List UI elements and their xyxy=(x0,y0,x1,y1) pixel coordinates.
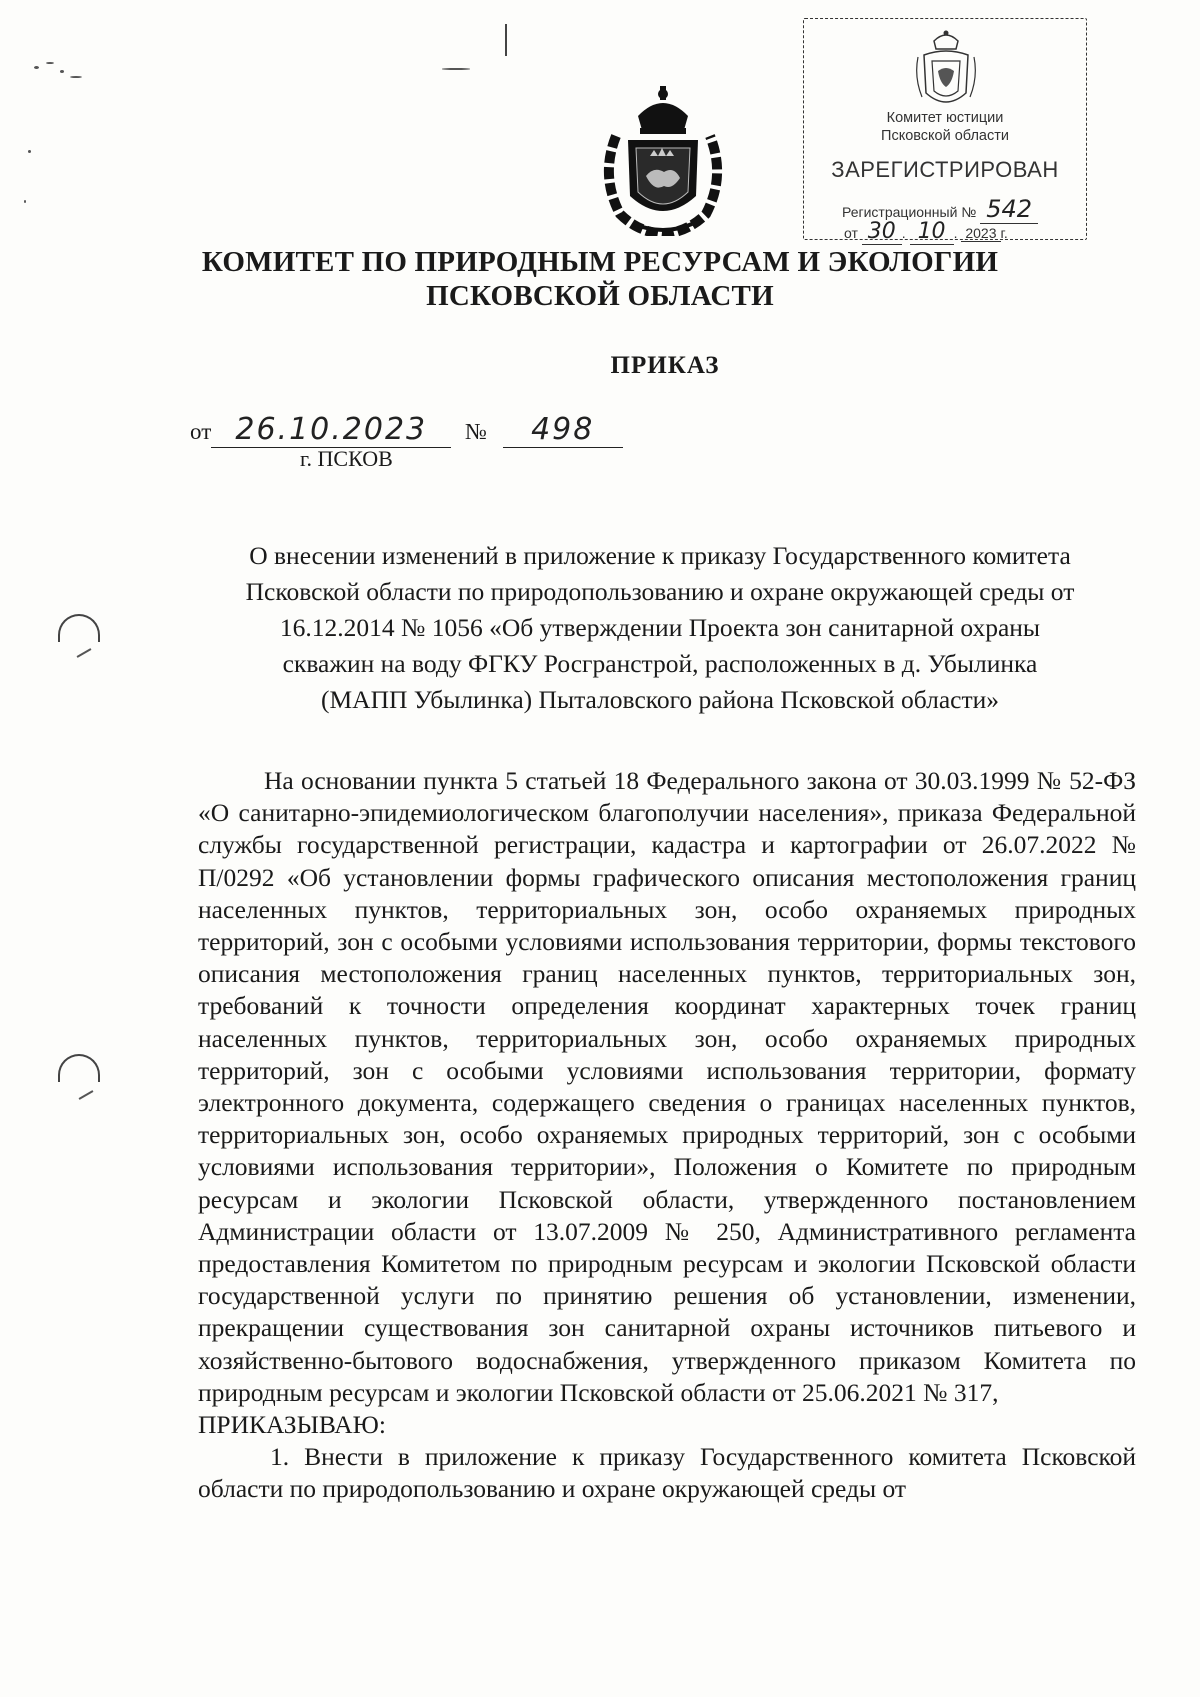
scan-speck xyxy=(24,200,26,203)
preamble-paragraph: На основании пункта 5 статьей 18 Федерального закона от 30.03.1999 № 52-ФЗ «О санитарно-эпидемиологическом благополучии населения», приказа Федеральной службы государственной регистрации, кадастра и картографии от 26.07.2022 № П/0292 «Об установлении формы графического описания местоположения границ населенных пунктов, территориальных зон, особо охраняемых природных территорий, зон с особыми условиями использования территории, формы текстового описания местоположения границ населенных пунктов, территориальных зон, требований к точности определения координат характерных точек границ населенных пунктов, территориальных зон, особо охраняемых природных территорий, зон с особыми условиями использования территории, формату электронного документа, содержащего сведения о границах населенных пунктов, территориальных зон, особо охраняемых природных территорий, зон с особыми условиями использования территории», Положения о Комитете по природным ресурсам и экологии Псковской области, утвержденного постановлением Администрации области от 13.07.2009 № 250, Административного регламента предоставления Комитетом по природным ресурсам и экологии Псковской области государственной услуги по принятию решения об установлении, изменении, прекращении существования зон санитарной охраны источников питьевого и хозяйственно-бытового водоснабжения, утвержденного приказом Комитета по природным ресурсам и экологии Псковской области от 25.06.2021 № 317, xyxy=(198,766,1136,1407)
subject-line: 16.12.2014 № 1056 «Об утверждении Проекта зон санитарной охраны xyxy=(279,613,1041,642)
order-number: 498 xyxy=(503,412,623,448)
stamp-reg-number: 542 xyxy=(980,195,1038,224)
stamp-reg-label: Регистрационный № xyxy=(842,204,977,220)
punch-hole-mark xyxy=(58,614,100,642)
stamp-status: ЗАРЕГИСТРИРОВАН xyxy=(831,157,1059,182)
stamp-date-prefix: от xyxy=(844,225,858,241)
order-date: 26.10.2023 xyxy=(211,412,451,448)
subject-line: (МАПП Убылинка) Пыталовского района Псковской области» xyxy=(320,685,1000,714)
subject-line: скважин на воду ФГКУ Росгранстрой, расположенных в д. Убылинка xyxy=(282,649,1038,678)
scan-speck xyxy=(28,150,31,153)
order-subject xyxy=(180,538,1140,718)
city-label: г. ПСКОВ xyxy=(300,446,393,471)
date-prefix: от xyxy=(190,419,212,444)
stamp-date-day: 30 xyxy=(862,219,902,245)
coat-of-arms-icon xyxy=(914,27,978,113)
stamp-date-suffix: г. xyxy=(1000,225,1008,241)
coat-of-arms-icon xyxy=(594,86,732,236)
subject-line: Псковской области по природопользованию и охране окружающей среды от xyxy=(245,577,1075,606)
scan-speck xyxy=(34,66,39,69)
subject-line: О внесении изменений в приложение к приказу Государственного комитета xyxy=(249,541,1071,570)
punch-hole-mark xyxy=(58,1054,100,1082)
scan-mark xyxy=(505,24,507,56)
punch-hole-mark xyxy=(79,1090,94,1100)
stamp-date-row: от 30 . 10 . 2023 г. xyxy=(844,219,1008,244)
punch-hole-mark xyxy=(77,648,92,658)
org-title xyxy=(0,245,1200,313)
stamp-org-line: Псковской области xyxy=(881,128,1009,144)
stamp-date-year: 2023 xyxy=(961,225,1000,242)
stamp-org-line: Комитет юстиции xyxy=(886,110,1004,126)
scan-speck xyxy=(70,76,82,78)
scan-speck xyxy=(442,68,470,70)
document-type: ПРИКАЗ xyxy=(610,352,720,379)
scan-speck xyxy=(46,62,54,64)
order-body xyxy=(198,765,1136,1506)
order-word: ПРИКАЗЫВАЮ: xyxy=(198,1410,386,1440)
stamp-date-month: 10 xyxy=(910,219,954,245)
order-item-1: 1. Внести в приложение к приказу Государственного комитета Псковской области по природопользованию и охране окружающей среды от xyxy=(198,1442,1136,1504)
order-date-number-row xyxy=(190,412,623,448)
number-label: № xyxy=(465,419,487,444)
org-title-line: ПСКОВСКОЙ ОБЛАСТИ xyxy=(426,280,774,312)
scan-speck xyxy=(60,70,64,73)
org-title-line: КОМИТЕТ ПО ПРИРОДНЫМ РЕСУРСАМ И ЭКОЛОГИИ xyxy=(201,246,999,278)
registration-stamp xyxy=(803,18,1087,244)
